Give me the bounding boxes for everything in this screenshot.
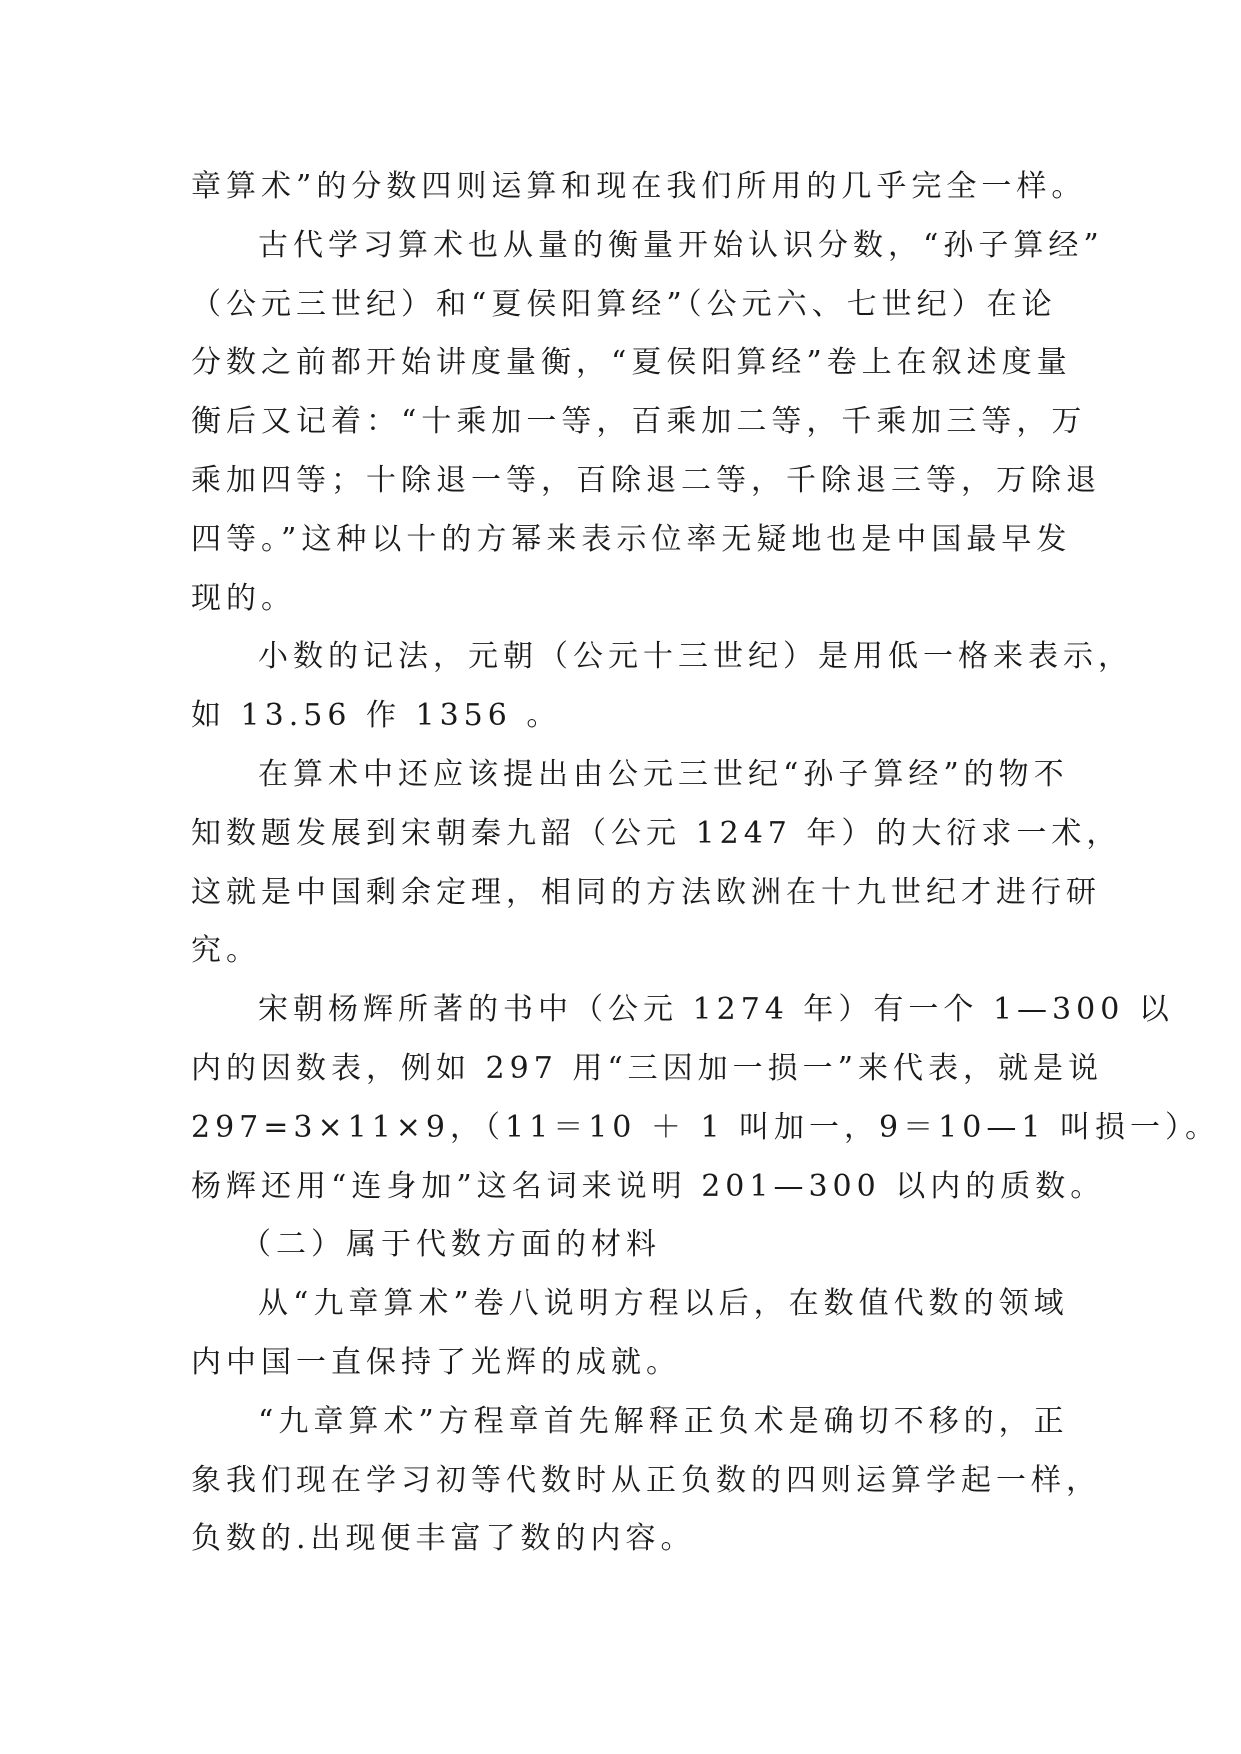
paragraph-start-line: 小数的记法，元朝（公元十三世纪）是用低一格来表示， — [258, 639, 1133, 675]
text-line: 章算术”的分数四则运算和现在我们所用的几乎完全一样。 — [191, 169, 1087, 204]
text-line: 四等。”这种以十的方幂来表示位率无疑地也是中国最早发 — [191, 521, 1072, 557]
text-line: 分数之前都开始讲度量衡，“夏侯阳算经”卷上在叙述度量 — [191, 345, 1072, 381]
text-line: 知数题发展到宋朝秦九韶（公元 1247 年）的大衍求一术， — [191, 815, 1122, 851]
paragraph-start-line: 从“九章算术”卷八说明方程以后，在数值代数的领域 — [258, 1286, 1069, 1322]
paragraph-start-line: 宋朝杨辉所著的书中（公元 1274 年）有一个 1—300 以 — [258, 992, 1174, 1028]
text-line: （公元三世纪）和“夏侯阳算经”（公元六、七世纪）在论 — [191, 286, 1057, 322]
text-line: 内中国一直保持了光辉的成就。 — [191, 1344, 681, 1380]
text-line: 负数的.出现便丰富了数的内容。 — [191, 1521, 696, 1557]
text-line: 乘加四等；十除退一等，百除退二等，千除退三等，万除退 — [191, 462, 1101, 498]
text-line: 这就是中国剩余定理，相同的方法欧洲在十九世纪才进行研 — [191, 874, 1101, 910]
paragraph-start-line: “九章算术”方程章首先解释正负术是确切不移的，正 — [258, 1403, 1069, 1439]
text-line: 297=3×11×9，（11＝10 ＋ 1 叫加一，9＝10—1 叫损一）。 — [191, 1109, 1220, 1145]
text-line: 杨辉还用“连身加”这名词来说明 201—300 以内的质数。 — [191, 1168, 1106, 1204]
text-line: 衡后又记着：“十乘加一等，百乘加二等，千乘加三等，万 — [191, 404, 1087, 440]
text-line: 究。 — [191, 933, 261, 969]
paragraph-start-line: 古代学习算术也从量的衡量开始认识分数，“孙子算经” — [258, 227, 1104, 263]
paragraph-start-line: 在算术中还应该提出由公元三世纪“孙子算经”的物不 — [258, 756, 1069, 792]
text-line: 象我们现在学习初等代数时从正负数的四则运算学起一样， — [191, 1462, 1101, 1498]
text-line: 如 13.56 作 1356 。 — [191, 698, 562, 734]
text-line: 内的因数表，例如 297 用“三因加一损一”来代表，就是说 — [191, 1050, 1104, 1086]
section-heading: （二）属于代数方面的材料 — [241, 1227, 661, 1263]
text-line: 现的。 — [191, 580, 296, 616]
body-text — [191, 158, 1220, 1569]
